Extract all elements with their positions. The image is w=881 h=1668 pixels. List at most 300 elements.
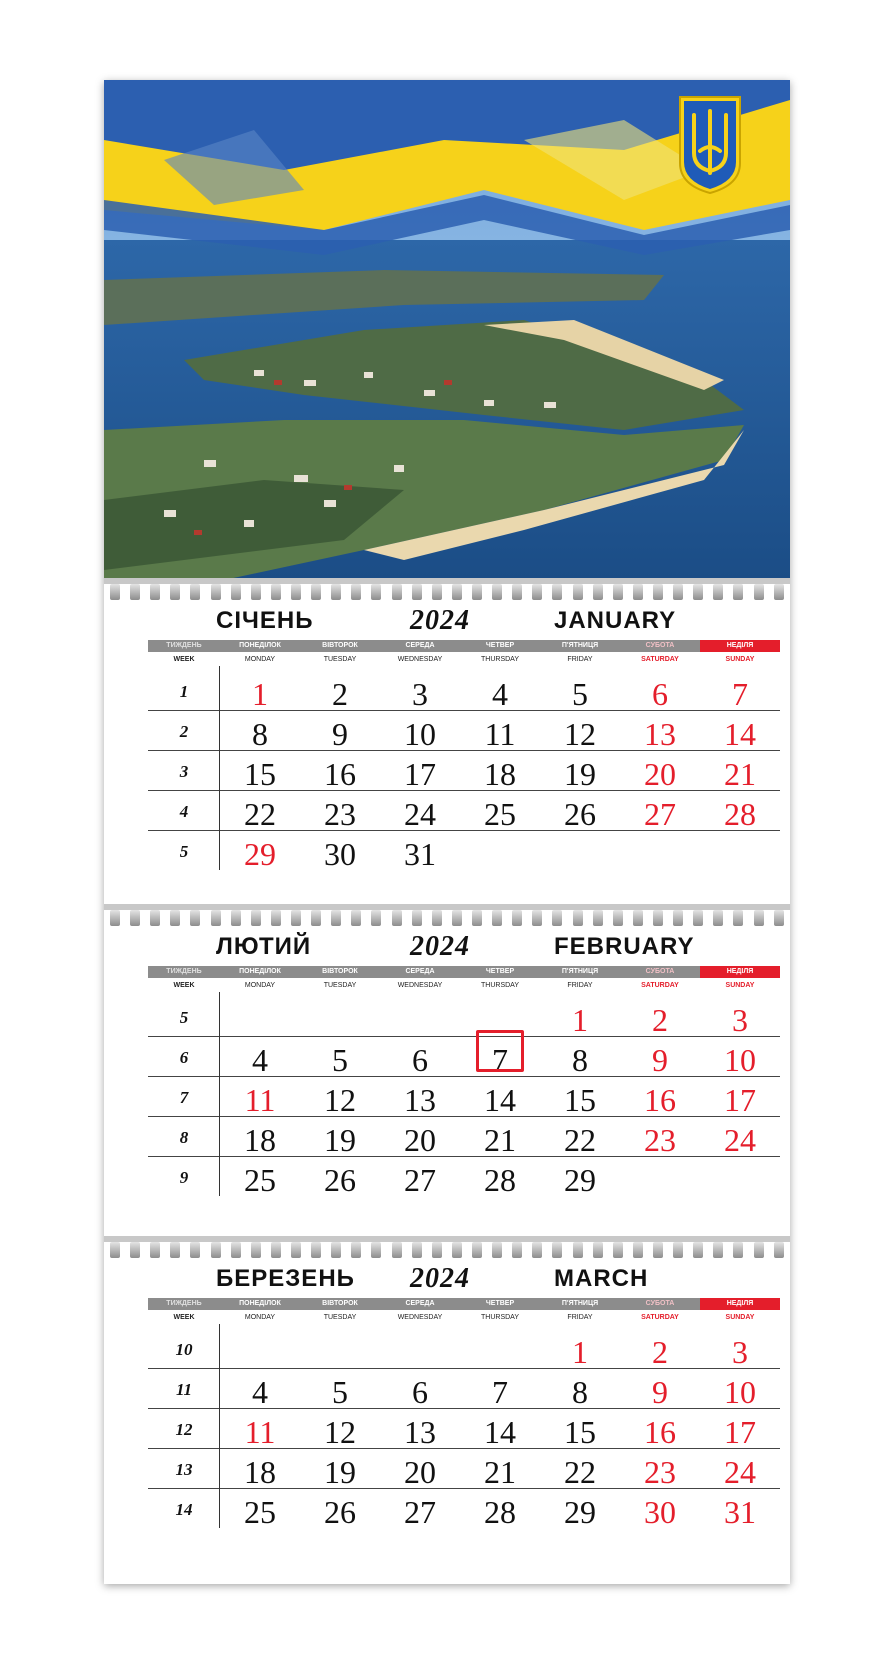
day-cell xyxy=(220,1328,300,1368)
weekday-label-en: SATURDAY xyxy=(641,982,679,989)
day-cell[interactable] xyxy=(220,830,300,870)
weekday-label-en: MONDAY xyxy=(244,1314,276,1321)
day-number: 23 xyxy=(644,1122,676,1158)
day-cell[interactable] xyxy=(620,1368,700,1408)
spiral-ring xyxy=(371,910,381,926)
day-cell[interactable] xyxy=(700,1408,780,1448)
day-cell[interactable] xyxy=(540,1076,620,1116)
day-cell[interactable] xyxy=(700,790,780,830)
week-row xyxy=(148,1448,780,1489)
spiral-ring xyxy=(452,910,462,926)
day-cell[interactable] xyxy=(220,1448,300,1488)
week-row xyxy=(148,710,780,751)
spiral-ring xyxy=(633,584,643,600)
day-cell xyxy=(700,830,780,870)
day-number: 4 xyxy=(252,1042,268,1078)
month-panel-february xyxy=(104,930,790,1230)
day-number: 5 xyxy=(332,1374,348,1410)
weekday-label-ua: ПОНЕДІЛОК xyxy=(239,642,281,649)
spiral-ring xyxy=(251,910,261,926)
day-cell[interactable] xyxy=(220,1156,300,1196)
day-number: 2 xyxy=(652,1002,668,1038)
spiral-ring xyxy=(351,584,361,600)
day-cell[interactable] xyxy=(300,1036,380,1076)
weekday-label-ua: ПОНЕДІЛОК xyxy=(239,968,281,975)
day-number: 27 xyxy=(404,1494,436,1530)
week-number: 6 xyxy=(179,1048,189,1067)
spiral-binding xyxy=(110,910,784,926)
day-cell[interactable] xyxy=(380,670,460,710)
day-cell[interactable] xyxy=(380,790,460,830)
week-row xyxy=(148,1156,780,1196)
week-column-divider xyxy=(219,666,220,870)
weekday-header-en xyxy=(148,1312,780,1324)
day-cell[interactable] xyxy=(300,790,380,830)
weekday-label-en: WEDNESDAY xyxy=(397,1314,443,1321)
day-cell[interactable] xyxy=(380,830,460,870)
day-cell[interactable] xyxy=(540,1488,620,1528)
day-cell[interactable] xyxy=(540,750,620,790)
spiral-ring xyxy=(613,584,623,600)
spiral-ring xyxy=(653,584,663,600)
spiral-ring xyxy=(512,910,522,926)
day-cell[interactable] xyxy=(460,1408,540,1448)
day-cell[interactable] xyxy=(220,670,300,710)
week-number: 4 xyxy=(179,802,189,821)
weekday-header-ua xyxy=(148,1298,780,1310)
spiral-ring xyxy=(733,584,743,600)
spiral-ring xyxy=(331,1242,341,1258)
day-cell[interactable] xyxy=(380,1036,460,1076)
week-number: 5 xyxy=(179,842,189,861)
day-cell[interactable] xyxy=(380,1408,460,1448)
weekday-label-en: SUNDAY xyxy=(725,982,755,989)
weekday-label-en: FRIDAY xyxy=(567,656,593,663)
day-number: 20 xyxy=(404,1122,436,1158)
spiral-ring xyxy=(754,910,764,926)
day-cell[interactable] xyxy=(620,790,700,830)
spiral-ring xyxy=(150,584,160,600)
spiral-ring xyxy=(190,910,200,926)
spiral-ring xyxy=(492,910,502,926)
day-cell[interactable] xyxy=(540,1328,620,1368)
spiral-ring xyxy=(713,1242,723,1258)
day-cell[interactable] xyxy=(220,1408,300,1448)
weekday-label-ua: ТИЖДЕНЬ xyxy=(166,642,202,649)
day-number: 12 xyxy=(324,1082,356,1118)
day-cell[interactable] xyxy=(220,790,300,830)
spiral-ring xyxy=(774,1242,784,1258)
weekday-header-en xyxy=(148,980,780,992)
week-row xyxy=(148,830,780,870)
spiral-ring xyxy=(552,584,562,600)
day-cell[interactable] xyxy=(300,830,380,870)
spiral-ring xyxy=(733,1242,743,1258)
week-row xyxy=(148,1408,780,1449)
spiral-ring xyxy=(633,1242,643,1258)
day-cell[interactable] xyxy=(460,790,540,830)
weekday-label-ua: СЕРЕДА xyxy=(405,968,435,975)
day-number: 3 xyxy=(732,1334,748,1370)
day-cell[interactable] xyxy=(700,1368,780,1408)
spiral-ring xyxy=(130,584,140,600)
day-number: 10 xyxy=(724,1042,756,1078)
spiral-ring xyxy=(432,1242,442,1258)
day-number: 24 xyxy=(404,796,436,832)
spiral-ring xyxy=(552,910,562,926)
day-cell[interactable] xyxy=(220,1076,300,1116)
day-cell[interactable] xyxy=(300,670,380,710)
day-number: 28 xyxy=(484,1162,516,1198)
year-label: 2024 xyxy=(410,1263,470,1294)
week-column-divider xyxy=(219,1324,220,1528)
spiral-ring xyxy=(472,1242,482,1258)
weekday-label-en: WEDNESDAY xyxy=(397,656,443,663)
spiral-ring xyxy=(291,584,301,600)
weekday-label-ua: СЕРЕДА xyxy=(405,642,435,649)
spiral-ring xyxy=(412,584,422,600)
day-number: 8 xyxy=(252,716,268,752)
spiral-ring xyxy=(392,584,402,600)
day-cell[interactable] xyxy=(220,1036,300,1076)
day-cell[interactable] xyxy=(700,710,780,750)
day-number: 16 xyxy=(324,756,356,792)
day-cell[interactable] xyxy=(620,670,700,710)
day-cell[interactable] xyxy=(380,1368,460,1408)
day-number: 29 xyxy=(564,1494,596,1530)
week-number: 3 xyxy=(179,762,189,781)
day-cell[interactable] xyxy=(220,750,300,790)
week-row xyxy=(148,1368,780,1409)
weekday-label-ua: П'ЯТНИЦЯ xyxy=(561,642,599,649)
year-label: 2024 xyxy=(410,931,470,962)
day-cell xyxy=(220,996,300,1036)
week-row xyxy=(148,750,780,791)
day-number: 29 xyxy=(564,1162,596,1198)
day-cell[interactable] xyxy=(460,1156,540,1196)
spiral-ring xyxy=(532,910,542,926)
spiral-ring xyxy=(231,910,241,926)
day-number: 30 xyxy=(324,836,356,872)
day-number: 17 xyxy=(404,756,436,792)
month-name-ua: БЕРЕЗЕНЬ xyxy=(216,1265,355,1292)
spiral-ring xyxy=(693,1242,703,1258)
month-panel-january xyxy=(104,604,790,904)
day-cell[interactable] xyxy=(380,1448,460,1488)
weekday-label-ua: СУБОТА xyxy=(645,968,675,975)
day-cell[interactable] xyxy=(700,1116,780,1156)
spiral-ring xyxy=(754,1242,764,1258)
weekday-label-en: TUESDAY xyxy=(323,1314,357,1321)
day-cell[interactable] xyxy=(460,670,540,710)
weekday-label-ua: ВІВТОРОК xyxy=(322,1300,358,1307)
spiral-ring xyxy=(150,1242,160,1258)
day-cell[interactable] xyxy=(300,1408,380,1448)
day-cell[interactable] xyxy=(620,1036,700,1076)
weekday-label-ua: СЕРЕДА xyxy=(405,1300,435,1307)
day-cell[interactable] xyxy=(620,1328,700,1368)
weekday-label-en: THURSDAY xyxy=(481,656,519,663)
day-cell[interactable] xyxy=(700,996,780,1036)
day-number: 25 xyxy=(244,1494,276,1530)
year-label: 2024 xyxy=(410,605,470,636)
day-cell[interactable] xyxy=(460,1116,540,1156)
day-number: 19 xyxy=(564,756,596,792)
spiral-ring xyxy=(190,1242,200,1258)
day-cell[interactable] xyxy=(540,1036,620,1076)
day-cell[interactable] xyxy=(460,1488,540,1528)
day-cell xyxy=(380,1328,460,1368)
weekday-label-en: WEDNESDAY xyxy=(397,982,443,989)
day-cell[interactable] xyxy=(540,1408,620,1448)
week-row xyxy=(148,670,780,711)
day-cell[interactable] xyxy=(220,1368,300,1408)
day-cell[interactable] xyxy=(540,710,620,750)
month-name-en: MARCH xyxy=(554,1265,649,1292)
day-number: 11 xyxy=(244,1414,276,1450)
day-cell[interactable] xyxy=(700,750,780,790)
day-number: 7 xyxy=(492,1374,508,1410)
spiral-binding xyxy=(110,1242,784,1258)
day-number: 1 xyxy=(252,676,268,712)
day-number: 25 xyxy=(244,1162,276,1198)
day-cell[interactable] xyxy=(300,1116,380,1156)
spiral-ring xyxy=(291,910,301,926)
day-cell[interactable] xyxy=(300,1488,380,1528)
day-number: 19 xyxy=(324,1454,356,1490)
day-number: 13 xyxy=(404,1414,436,1450)
day-number: 12 xyxy=(564,716,596,752)
day-cell[interactable] xyxy=(540,1368,620,1408)
day-number: 13 xyxy=(404,1082,436,1118)
day-cell[interactable] xyxy=(380,1116,460,1156)
day-cell[interactable] xyxy=(620,750,700,790)
weekday-label-en: THURSDAY xyxy=(481,1314,519,1321)
day-number: 14 xyxy=(484,1082,516,1118)
spiral-ring xyxy=(392,1242,402,1258)
day-cell[interactable] xyxy=(620,996,700,1036)
day-cell[interactable] xyxy=(620,1488,700,1528)
spiral-ring xyxy=(251,584,261,600)
spiral-ring xyxy=(351,910,361,926)
spiral-ring xyxy=(150,910,160,926)
weekday-label-en: WEEK xyxy=(173,656,195,663)
weekday-label-ua: НЕДІЛЯ xyxy=(700,640,780,652)
week-row xyxy=(148,1488,780,1528)
day-number: 19 xyxy=(324,1122,356,1158)
day-number: 22 xyxy=(564,1122,596,1158)
day-number: 14 xyxy=(724,716,756,752)
day-cell[interactable] xyxy=(460,1368,540,1408)
day-cell[interactable] xyxy=(540,996,620,1036)
spiral-ring xyxy=(512,584,522,600)
spiral-ring xyxy=(331,584,341,600)
day-number: 6 xyxy=(652,676,668,712)
spiral-ring xyxy=(170,584,180,600)
spiral-ring xyxy=(392,910,402,926)
spiral-ring xyxy=(170,910,180,926)
spiral-ring xyxy=(593,1242,603,1258)
current-day-marker xyxy=(476,1030,524,1072)
spiral-ring xyxy=(291,1242,301,1258)
day-number: 17 xyxy=(724,1414,756,1450)
day-cell[interactable] xyxy=(460,710,540,750)
day-cell[interactable] xyxy=(380,750,460,790)
weekday-label-ua: ЧЕТВЕР xyxy=(485,968,515,975)
spiral-ring xyxy=(331,910,341,926)
week-row xyxy=(148,1036,780,1077)
day-cell[interactable] xyxy=(300,1448,380,1488)
spiral-ring xyxy=(371,584,381,600)
day-cell xyxy=(620,1156,700,1196)
day-cell[interactable] xyxy=(620,1076,700,1116)
spiral-ring xyxy=(472,584,482,600)
day-cell[interactable] xyxy=(300,750,380,790)
day-cell[interactable] xyxy=(300,1076,380,1116)
day-cell[interactable] xyxy=(220,1488,300,1528)
day-cell[interactable] xyxy=(380,710,460,750)
day-number: 18 xyxy=(244,1122,276,1158)
day-number: 5 xyxy=(332,1042,348,1078)
spiral-ring xyxy=(211,584,221,600)
spiral-ring xyxy=(532,1242,542,1258)
weekday-label-ua: ЧЕТВЕР xyxy=(485,1300,515,1307)
day-cell[interactable] xyxy=(700,1448,780,1488)
day-cell[interactable] xyxy=(700,1328,780,1368)
spiral-ring xyxy=(170,1242,180,1258)
day-number: 3 xyxy=(732,1002,748,1038)
day-number: 31 xyxy=(404,836,436,872)
day-cell[interactable] xyxy=(620,710,700,750)
spiral-ring xyxy=(190,584,200,600)
day-cell[interactable] xyxy=(540,1448,620,1488)
weekday-label-en: FRIDAY xyxy=(567,1314,593,1321)
day-cell xyxy=(540,830,620,870)
weekday-label-ua: ВІВТОРОК xyxy=(322,968,358,975)
weekday-label-en: WEEK xyxy=(173,1314,195,1321)
day-number: 24 xyxy=(724,1454,756,1490)
day-number: 26 xyxy=(324,1494,356,1530)
day-cell[interactable] xyxy=(300,710,380,750)
day-cell[interactable] xyxy=(460,750,540,790)
day-cell[interactable] xyxy=(540,790,620,830)
week-row xyxy=(148,1116,780,1157)
day-number: 17 xyxy=(724,1082,756,1118)
weekday-label-ua: СУБОТА xyxy=(645,1300,675,1307)
day-cell[interactable] xyxy=(380,1488,460,1528)
spiral-ring xyxy=(673,910,683,926)
day-number: 18 xyxy=(484,756,516,792)
weekday-label-en: TUESDAY xyxy=(323,982,357,989)
day-number: 11 xyxy=(244,1082,276,1118)
day-cell[interactable] xyxy=(540,1156,620,1196)
spiral-ring xyxy=(271,910,281,926)
spiral-ring xyxy=(472,910,482,926)
week-row xyxy=(148,1076,780,1117)
weekday-label-en: MONDAY xyxy=(244,656,276,663)
day-cell[interactable] xyxy=(620,1448,700,1488)
spiral-ring xyxy=(311,910,321,926)
day-number: 12 xyxy=(324,1414,356,1450)
weekday-label-ua: П'ЯТНИЦЯ xyxy=(561,1300,599,1307)
day-cell xyxy=(460,1328,540,1368)
day-cell xyxy=(300,1328,380,1368)
spiral-ring xyxy=(713,910,723,926)
day-cell[interactable] xyxy=(700,670,780,710)
spiral-ring xyxy=(130,910,140,926)
weekday-label-en: SUNDAY xyxy=(725,656,755,663)
day-number: 23 xyxy=(324,796,356,832)
day-cell[interactable] xyxy=(700,1076,780,1116)
day-cell[interactable] xyxy=(620,1116,700,1156)
day-cell[interactable] xyxy=(220,710,300,750)
day-number: 1 xyxy=(572,1002,588,1038)
day-number: 9 xyxy=(652,1042,668,1078)
week-row xyxy=(148,1328,780,1369)
week-column-divider xyxy=(219,992,220,1196)
week-number: 12 xyxy=(175,1420,193,1439)
day-number: 21 xyxy=(484,1454,516,1490)
day-number: 30 xyxy=(644,1494,676,1530)
day-cell[interactable] xyxy=(700,1036,780,1076)
day-number: 28 xyxy=(724,796,756,832)
day-cell xyxy=(460,830,540,870)
weekday-label-ua: ПОНЕДІЛОК xyxy=(239,1300,281,1307)
day-number: 25 xyxy=(484,796,516,832)
spiral-ring xyxy=(693,910,703,926)
spiral-ring xyxy=(432,584,442,600)
day-number: 2 xyxy=(652,1334,668,1370)
spiral-ring xyxy=(552,1242,562,1258)
week-number: 7 xyxy=(179,1088,189,1107)
day-number: 29 xyxy=(244,836,276,872)
weekday-label-en: SUNDAY xyxy=(725,1314,755,1321)
day-cell[interactable] xyxy=(540,670,620,710)
day-number: 9 xyxy=(652,1374,668,1410)
week-number: 1 xyxy=(179,682,189,701)
spiral-ring xyxy=(653,910,663,926)
day-cell[interactable] xyxy=(460,1076,540,1116)
day-cell[interactable] xyxy=(460,1448,540,1488)
spiral-ring xyxy=(412,910,422,926)
spiral-ring xyxy=(311,584,321,600)
day-cell[interactable] xyxy=(540,1116,620,1156)
day-cell[interactable] xyxy=(380,1076,460,1116)
day-cell[interactable] xyxy=(700,1488,780,1528)
day-cell[interactable] xyxy=(620,1408,700,1448)
spiral-ring xyxy=(110,910,120,926)
day-cell[interactable] xyxy=(220,1116,300,1156)
day-number: 22 xyxy=(564,1454,596,1490)
spiral-ring xyxy=(774,910,784,926)
day-cell[interactable] xyxy=(300,1368,380,1408)
day-number: 28 xyxy=(484,1494,516,1530)
day-number: 8 xyxy=(572,1042,588,1078)
day-number: 16 xyxy=(644,1414,676,1450)
spiral-ring xyxy=(754,584,764,600)
weekday-header-ua xyxy=(148,966,780,978)
weekday-label-ua: НЕДІЛЯ xyxy=(700,966,780,978)
weekday-header-ua xyxy=(148,640,780,652)
spiral-ring xyxy=(271,584,281,600)
day-cell[interactable] xyxy=(300,1156,380,1196)
weekday-label-ua: СУБОТА xyxy=(645,642,675,649)
day-number: 10 xyxy=(724,1374,756,1410)
day-number: 7 xyxy=(732,676,748,712)
day-cell[interactable] xyxy=(380,1156,460,1196)
spiral-ring xyxy=(492,1242,502,1258)
month-name-en: FEBRUARY xyxy=(554,933,695,960)
